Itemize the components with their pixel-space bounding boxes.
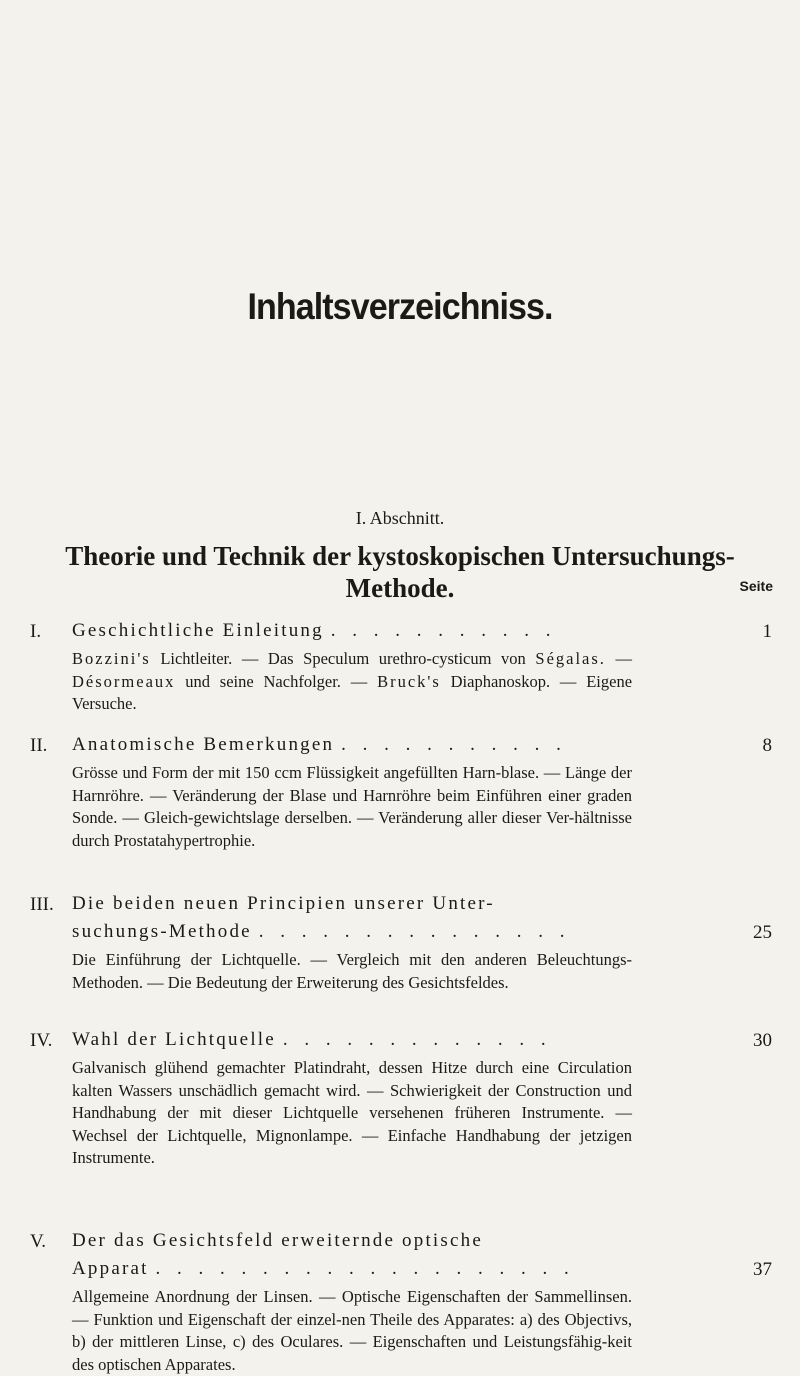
entry-heading[interactable]: Wahl der Lichtquelle . . . . . . . . . . . . . [72,1029,552,1050]
entry-description: Grösse und Form der mit 150 ccm Flüssigkeit angefüllten Harn-blase. — Länge der Harnröhre. — Veränderung der Blase und Harnröhre beim Einführen einer graden Sonde. — Gleich-gewichtslage derselben. — Veränderung aller dieser Ver-hältnisse durch Prostatahypertrophie. [72,763,632,850]
entry-page-number: 1 [762,621,772,642]
entry-description: Allgemeine Anordnung der Linsen. — Optische Eigenschaften der Sammellinsen. — Funktion und Eigenschaft der einzel-nen Theile des Apparates: a) des Objectivs, b) der mittleren Linse, c) des Oculares. — Eigenschaften und Leistungsfähig-keit des optischen Apparates. [72,1287,632,1374]
section-title: Theorie und Technik der kystoskopischen Untersuchungs-Methode. [65,541,735,603]
entry-numeral: I. [30,621,42,642]
entry-heading-continued[interactable]: suchungs-Methode . . . . . . . . . . . . . . . [72,921,571,942]
entry-heading-continued[interactable]: Apparat . . . . . . . . . . . . . . . . . . . . [72,1258,575,1279]
entry-heading[interactable]: Anatomische Bemerkungen . . . . . . . . . . . [72,734,567,755]
entry-heading[interactable]: Die beiden neuen Principien unserer Unter- [72,893,495,914]
entry-description: Die Einführung der Lichtquelle. — Vergleich mit den anderen Beleuchtungs-Methoden. — Die Bedeutung der Erweiterung des Gesichtsfeldes. [72,950,632,992]
entry-numeral: V. [30,1231,47,1252]
entry-heading[interactable]: Geschichtliche Einleitung . . . . . . . . . . . [72,620,557,641]
entry-numeral: II. [30,735,48,756]
entry-numeral: IV. [30,1030,53,1051]
entry-description: Bozzini's Lichtleiter. — Das Speculum urethro-cysticum von Ségalas. — Désormeaux und seine Nachfolger. — Bruck's Diaphanoskop. — Eigene Versuche. [72,649,633,713]
page-title: Inhaltsverzeichniss. [247,286,553,327]
entry-page-number: 30 [753,1030,772,1051]
seite-label: Seite [739,578,773,594]
entry-numeral: III. [30,894,54,915]
entry-page-number: 25 [753,922,772,943]
entry-page-number: 37 [753,1259,772,1280]
entry-page-number: 8 [762,735,772,756]
section-label: I. Abschnitt. [355,508,445,528]
entry-description: Galvanisch glühend gemachter Platindraht, dessen Hitze durch eine Circulation kalten Wassers unschädlich gemacht wird. — Schwierigkeit der Construction und Handhabung der mit dieser Lichtquelle versehenen früheren Instrumente. — Wechsel der Lichtquelle, Mignonlampe. — Einfache Handhabung der jetzigen Instrumente. [72,1058,632,1167]
entry-heading[interactable]: Der das Gesichtsfeld erweiternde optische [72,1230,483,1251]
